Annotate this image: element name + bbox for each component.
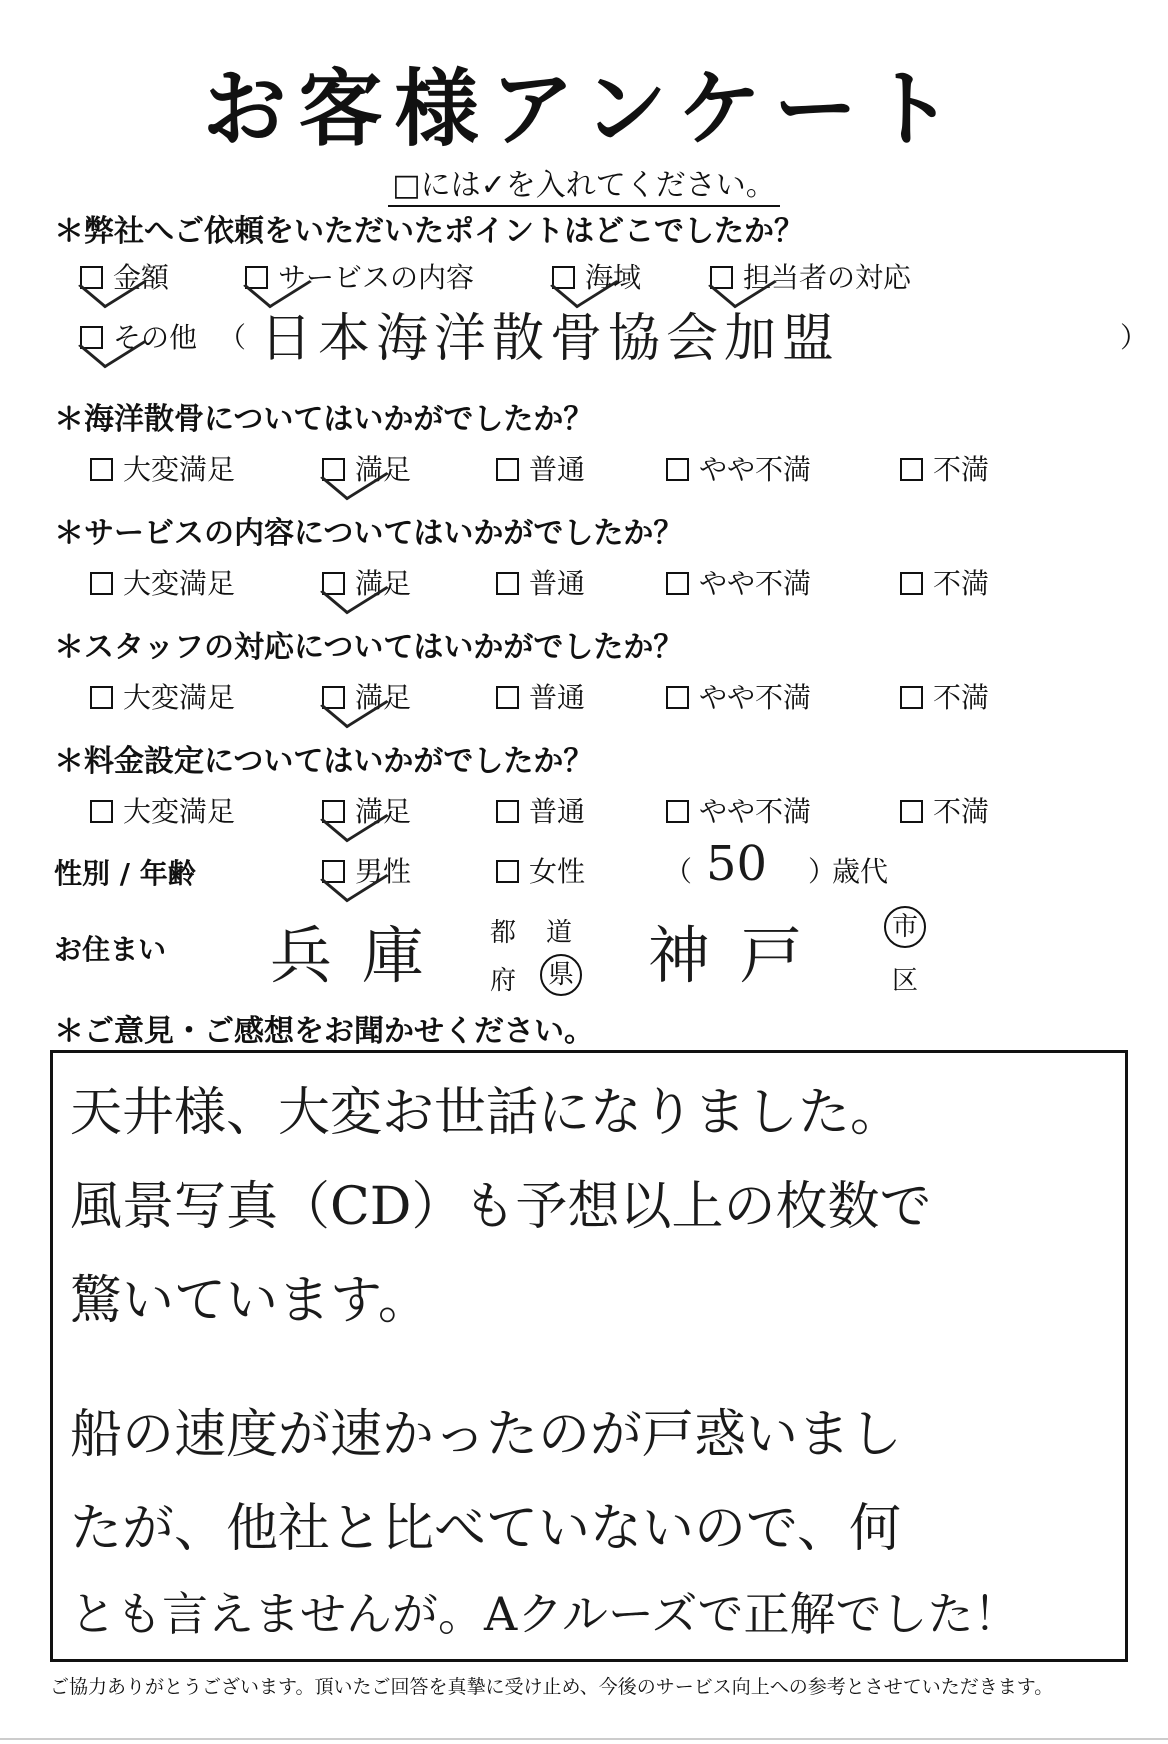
- checkbox[interactable]: [900, 572, 923, 595]
- q2-satisfied[interactable]: 満足: [322, 448, 411, 488]
- q4-dissatisfied[interactable]: 不満: [900, 676, 989, 716]
- address-city[interactable]: 神戸: [648, 919, 833, 992]
- q5-somewhat-dissatisfied[interactable]: やや不満: [666, 790, 811, 830]
- gender-age-label: 性別 / 年齢: [54, 857, 196, 890]
- comment-line: たが、他社と比べていないので、何: [70, 1499, 901, 1559]
- q5-question: ＊料金設定についてはいかがでしたか？: [54, 744, 594, 779]
- checkbox[interactable]: [496, 860, 519, 883]
- comments-question: ＊ご意見・ご感想をお聞かせください。: [54, 1014, 594, 1049]
- checkbox-checked[interactable]: [322, 572, 345, 595]
- address-shi: 市: [884, 906, 926, 948]
- q5-very-satisfied[interactable]: 大変満足: [90, 790, 235, 830]
- checkbox-checked[interactable]: [80, 266, 103, 289]
- checkbox-checked[interactable]: [710, 266, 733, 289]
- q4-somewhat-dissatisfied[interactable]: やや不満: [666, 676, 811, 716]
- checkbox[interactable]: [496, 686, 519, 709]
- age-open: （: [664, 855, 693, 888]
- checkbox[interactable]: [90, 800, 113, 823]
- instruction: □には✓を入れてください。: [0, 160, 1168, 204]
- comment-line: とも言えませんが。Aクルーズで正解でした！: [70, 1587, 1020, 1641]
- checkbox[interactable]: [90, 458, 113, 481]
- checkbox[interactable]: [90, 572, 113, 595]
- checkbox-checked[interactable]: [322, 458, 345, 481]
- comment-line: 驚いています。: [70, 1271, 430, 1331]
- q2-dissatisfied[interactable]: 不満: [900, 448, 989, 488]
- q3-very-satisfied[interactable]: 大変満足: [90, 562, 235, 602]
- checkbox[interactable]: [666, 572, 689, 595]
- q1-option-staff[interactable]: 担当者の対応: [710, 256, 911, 296]
- divider: [0, 1738, 1168, 1740]
- q1-other-value[interactable]: 日本海洋散骨協会加盟: [260, 309, 841, 369]
- footer-note: ご協力ありがとうございます。頂いたご回答を真摯に受け止め、今後のサービス向上への参考とさせていただきます。: [50, 1676, 1054, 1698]
- checkbox[interactable]: [666, 458, 689, 481]
- q2-very-satisfied[interactable]: 大変満足: [90, 448, 235, 488]
- q1-other-open: （: [218, 321, 247, 354]
- checkbox-checked[interactable]: [80, 326, 103, 349]
- address-ku: 区: [892, 966, 919, 996]
- q4-satisfied[interactable]: 満足: [322, 676, 411, 716]
- checkbox[interactable]: [666, 800, 689, 823]
- q1-option-service[interactable]: サービスの内容: [245, 256, 474, 296]
- q3-normal[interactable]: 普通: [496, 562, 585, 602]
- checkbox-checked[interactable]: [322, 686, 345, 709]
- q3-somewhat-dissatisfied[interactable]: やや不満: [666, 562, 811, 602]
- q1-option-other[interactable]: その他: [80, 316, 197, 356]
- comment-line: 天井様、大変お世話になりました。: [70, 1083, 903, 1143]
- checkbox[interactable]: [900, 458, 923, 481]
- q5-dissatisfied[interactable]: 不満: [900, 790, 989, 830]
- address-ken: 県: [540, 954, 582, 996]
- page-title: お客様アンケート: [202, 60, 966, 158]
- q1-question: ＊弊社へご依頼をいただいたポイントはどこでしたか？: [54, 214, 804, 249]
- q2-question: ＊海洋散骨についてはいかがでしたか？: [54, 402, 594, 437]
- checkbox-checked[interactable]: [322, 800, 345, 823]
- age-value[interactable]: 50: [706, 836, 768, 892]
- checkbox[interactable]: [90, 686, 113, 709]
- q1-option-price[interactable]: 金額: [80, 256, 169, 296]
- comment-line: 船の速度が速かったのが戸惑いまし: [70, 1405, 903, 1465]
- q5-satisfied[interactable]: 満足: [322, 790, 411, 830]
- checkbox-checked[interactable]: [552, 266, 575, 289]
- address-prefecture[interactable]: 兵庫: [270, 919, 455, 992]
- q3-satisfied[interactable]: 満足: [322, 562, 411, 602]
- age-suffix: 歳代: [832, 855, 889, 888]
- q2-somewhat-dissatisfied[interactable]: やや不満: [666, 448, 811, 488]
- address-do: 道: [546, 918, 573, 948]
- checkbox[interactable]: [496, 800, 519, 823]
- q3-question: ＊サービスの内容についてはいかがでしたか？: [54, 516, 684, 551]
- checkbox[interactable]: [900, 800, 923, 823]
- age-close: ）: [808, 855, 837, 888]
- address-fu: 府: [490, 966, 517, 996]
- comment-line: 風景写真（CD）も予想以上の枚数で: [70, 1177, 932, 1237]
- q4-very-satisfied[interactable]: 大変満足: [90, 676, 235, 716]
- q4-normal[interactable]: 普通: [496, 676, 585, 716]
- q1-other-close: ）: [1120, 321, 1149, 354]
- gender-male[interactable]: 男性: [322, 850, 411, 890]
- checkbox[interactable]: [900, 686, 923, 709]
- checkbox-checked[interactable]: [245, 266, 268, 289]
- address-label: お住まい: [54, 933, 167, 966]
- gender-female[interactable]: 女性: [496, 850, 585, 890]
- q4-question: ＊スタッフの対応についてはいかがでしたか？: [54, 630, 684, 665]
- q3-dissatisfied[interactable]: 不満: [900, 562, 989, 602]
- q2-normal[interactable]: 普通: [496, 448, 585, 488]
- address-to: 都: [490, 918, 517, 948]
- checkbox-checked[interactable]: [322, 860, 345, 883]
- checkbox[interactable]: [496, 458, 519, 481]
- checkbox[interactable]: [496, 572, 519, 595]
- q1-option-sea-area[interactable]: 海域: [552, 256, 641, 296]
- q5-normal[interactable]: 普通: [496, 790, 585, 830]
- checkbox[interactable]: [666, 686, 689, 709]
